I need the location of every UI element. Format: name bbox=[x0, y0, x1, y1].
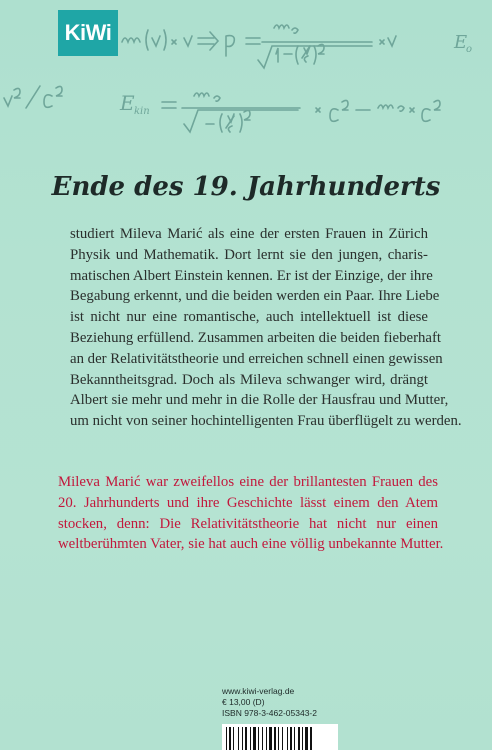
barcode-bar bbox=[226, 727, 227, 750]
barcode-bar bbox=[310, 727, 312, 750]
quote-line: stocken, denn: Die Relativitätstheorie hat nicht nur einen bbox=[58, 515, 438, 532]
barcode-bar bbox=[302, 727, 303, 750]
publisher-url: www.kiwi-verlag.de bbox=[222, 686, 295, 696]
publisher-logo-text: KiWi bbox=[64, 20, 112, 45]
blurb-line: ist nicht nur eine romantische, auch intellektuell ist diese bbox=[70, 309, 428, 326]
formula-background bbox=[0, 0, 492, 160]
barcode-bar bbox=[245, 727, 247, 750]
imprint-block bbox=[222, 686, 342, 719]
blurb-line: studiert Mileva Marić als eine der ersten Frauen in Zürich bbox=[70, 226, 428, 242]
barcode bbox=[222, 724, 338, 750]
barcode-bar bbox=[238, 727, 239, 750]
svg-text:E: E bbox=[120, 91, 135, 115]
blurb-line: matischen Albert Einstein kennen. Er ist der Einzige, der ihre bbox=[70, 267, 433, 284]
quote-line: Mileva Marić war zweifellos eine der brillantesten Frauen des bbox=[58, 474, 438, 490]
barcode-bar bbox=[274, 727, 276, 750]
barcode-bar bbox=[229, 727, 231, 750]
barcode-bar bbox=[305, 727, 308, 750]
barcode-bar bbox=[290, 727, 292, 750]
barcode-bar bbox=[294, 727, 295, 750]
blurb-line: Bekanntheitsgrad. Doch als Mileva schwanger wird, drängt bbox=[70, 371, 428, 388]
blurb-line: Beziehung erfüllend. Zusammen arbeiten die beiden fieberhaft bbox=[70, 329, 441, 346]
barcode-bar bbox=[253, 727, 256, 750]
back-cover-heading: Ende des 19. Jahrhunderts bbox=[51, 172, 441, 202]
blurb-line: Begabung erkennt, und die beiden werden ein Paar. Ihre Liebe bbox=[70, 288, 440, 305]
isbn-label: ISBN 978-3-462-05343-2 bbox=[222, 708, 317, 718]
blurb-line: an der Relativitätstheorie und erreichen schnell einen gewissen bbox=[70, 350, 443, 367]
quote-line: 20. Jahrhunderts und ihre Geschichte lässt einem den Atem bbox=[58, 494, 438, 511]
blurb-line: um nicht von seiner hochintelligenten Frau überflügelt zu werden. bbox=[70, 413, 462, 430]
svg-text:kin: kin bbox=[134, 106, 150, 117]
barcode-bar bbox=[233, 727, 234, 750]
blurb-line: Albert sie mehr und mehr in die Rolle der Hausfrau und Mutter, bbox=[70, 392, 449, 409]
barcode-bar bbox=[282, 727, 283, 750]
price-label: € 13,00 (D) bbox=[222, 697, 265, 707]
barcode-bar bbox=[298, 727, 300, 750]
barcode-bar bbox=[242, 727, 243, 750]
quote-line: weltberühmten Vater, sie hat auch eine völlig unbekannte Mutter. bbox=[58, 536, 444, 553]
barcode-bar bbox=[269, 727, 272, 750]
highlight-quote bbox=[58, 472, 444, 555]
barcode-graphic bbox=[222, 724, 338, 750]
svg-text:o: o bbox=[466, 44, 473, 55]
barcode-bar bbox=[266, 727, 267, 750]
blurb-line: Physik und Mathematik. Dort lernt sie den jungen, charis- bbox=[70, 246, 428, 263]
barcode-bar bbox=[262, 727, 263, 750]
svg-text:E: E bbox=[454, 32, 468, 53]
blurb-text bbox=[70, 224, 462, 432]
barcode-bar bbox=[287, 727, 288, 750]
barcode-bar bbox=[250, 727, 251, 750]
barcode-bar bbox=[258, 727, 259, 750]
barcode-bar bbox=[278, 727, 279, 750]
